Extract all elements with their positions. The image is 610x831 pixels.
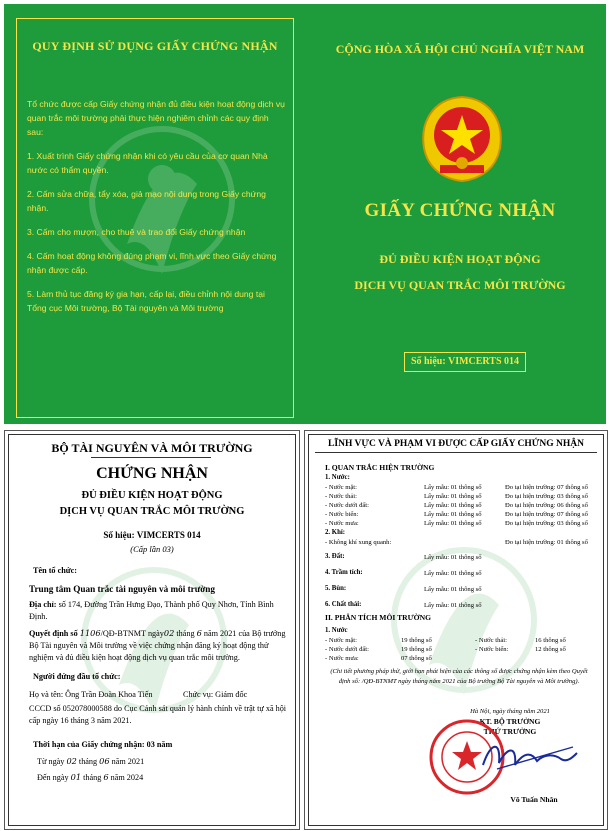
head-label: Người đứng đầu tổ chức: xyxy=(33,672,121,681)
table-cell: Đo tại hiện trường: 01 thông số xyxy=(505,539,588,546)
certificate-inner-border xyxy=(8,434,296,826)
sediment-heading: 4. Trầm tích: xyxy=(325,569,363,576)
footnote: (Chi tiết phương pháp thử, giới hạn phát hiện của các thông số được chứng nhận kèm theo Quyết định số: /QĐ-BTNMT ngày tháng năm 2021 của Bộ trưởng Bộ Tài nguyên và Môi trường). xyxy=(330,668,588,685)
table-cell: - Nước thải: xyxy=(475,637,507,644)
table-cell: 16 thông số xyxy=(535,637,566,644)
table-cell: Đo tại hiện trường: 03 thông số xyxy=(505,493,588,500)
from-day: 02 xyxy=(66,756,77,766)
divider xyxy=(91,457,211,458)
place-date: Hà Nội, ngày tháng năm 2021 xyxy=(470,708,550,715)
to-month: 6 xyxy=(103,772,109,782)
table-cell: Lấy mẫu: 01 thông số xyxy=(424,586,482,593)
id-card-info: CCCD số 052078000588 do Cục Cảnh sát quản lý hành chính về trật tự xã hội cấp ngày 16 tháng 3 năm 2021. xyxy=(29,704,287,725)
scope-heading: LĨNH VỰC VÀ PHẠM VI ĐƯỢC CẤP GIẤY CHỨNG NHẬN xyxy=(328,439,584,449)
table-cell: Đo tại hiện trường: 07 thông số xyxy=(505,511,588,518)
month-label: tháng xyxy=(83,773,102,782)
rule-item: 5. Làm thủ tục đăng ký gia hạn, cấp lại, điều chỉnh nội dung tại Tổng cục Môi trường, Bộ Tài nguyên và Môi trường xyxy=(27,289,265,313)
soil-heading: 3. Đất: xyxy=(325,553,345,560)
table-row: - Nước biển: xyxy=(325,511,359,518)
month-label: tháng xyxy=(78,757,98,766)
table-row: - Nước thải: xyxy=(325,493,357,500)
rules-intro: Tổ chức được cấp Giấy chứng nhận đủ điều kiện hoạt động dịch vụ quan trắc môi trường phải thực hiện nghiêm chỉnh các quy định sau: xyxy=(27,99,285,137)
table-cell: 19 thông số xyxy=(401,646,432,653)
country-name: CỘNG HÒA XÃ HỘI CHỦ NGHĨA VIỆT NAM xyxy=(335,42,585,56)
cover-title: GIẤY CHỨNG NHẬN xyxy=(364,200,556,221)
rules-panel xyxy=(16,18,294,418)
certificate-cover xyxy=(4,4,606,424)
section-analysis: II. PHÂN TÍCH MÔI TRƯỜNG xyxy=(325,613,431,622)
table-cell: Đo tại hiện trường: 06 thông số xyxy=(505,502,588,509)
mud-heading: 5. Bùn: xyxy=(325,585,347,592)
certificate-page xyxy=(4,430,300,830)
signer-name: Võ Tuấn Nhân xyxy=(510,795,558,804)
address-value: số 174, Đường Trần Hưng Đạo, Thành phố Quy Nhơn, Tỉnh Bình Định. xyxy=(29,600,274,621)
address-label: Địa chỉ: xyxy=(29,600,57,609)
rule-item: 1. Xuất trình Giấy chứng nhận khi có yêu cầu của cơ quan Nhà nước có thẩm quyền. xyxy=(27,151,268,175)
table-row: - Nước mặt: xyxy=(325,637,357,644)
rules-body xyxy=(27,97,285,325)
decision-number: 1106 xyxy=(79,628,101,638)
head-name: Họ và tên: Ông Trần Đoàn Khoa Tiến xyxy=(29,690,153,699)
waste-heading: 6. Chất thải: xyxy=(325,601,362,608)
table-cell: 07 thông số xyxy=(401,655,432,662)
to-day: 01 xyxy=(70,772,82,782)
table-cell: Lấy mẫu: 01 thông số xyxy=(424,493,482,500)
table-cell: Đo tại hiện trường: 07 thông số xyxy=(505,484,588,491)
table-row: - Nước mưa: xyxy=(325,520,359,527)
decision-day: 02 xyxy=(163,628,175,638)
from-month: 06 xyxy=(99,756,110,766)
cover-number-box: Số hiệu: VIMCERTS 014 xyxy=(404,352,526,372)
ministry-name: BỘ TÀI NGUYÊN VÀ MÔI TRƯỜNG xyxy=(51,441,253,455)
table-row: - Không khí xung quanh: xyxy=(325,539,392,546)
national-emblem-icon xyxy=(412,93,512,185)
certificate-subtitle-1: ĐỦ ĐIỀU KIỆN HOẠT ĐỘNG xyxy=(81,490,223,501)
water2-heading: 1. Nước xyxy=(325,627,348,634)
org-name: Trung tâm Quan trắc tài nguyên và môi trường xyxy=(29,584,216,594)
table-cell: - Nước biển: xyxy=(475,646,509,653)
table-cell: Lấy mẫu: 01 thông số xyxy=(424,484,482,491)
rule-item: 2. Cấm sửa chữa, tẩy xóa, giả mạo nội dung trong Giấy chứng nhận. xyxy=(27,189,266,213)
decision-description: Bộ trưởng Bộ Tài nguyên và Môi trường về việc chứng nhận đăng ký hoạt động thử nghiệm và đủ điều kiện hoạt động dịch vụ quan trắc môi trường. xyxy=(29,629,286,662)
rule-item: 3. Cấm cho mượn, cho thuê và trao đổi Giấy chứng nhận xyxy=(27,227,246,237)
cover-subtitle-1: ĐỦ ĐIỀU KIỆN HOẠT ĐỘNG xyxy=(379,252,541,266)
divider xyxy=(315,452,597,453)
certificate-title: CHỨNG NHẬN xyxy=(96,465,208,482)
table-cell: 19 thông số xyxy=(401,637,432,644)
scope-inner-border xyxy=(308,434,604,826)
certificate-subtitle-2: DỊCH VỤ QUAN TRẮC MÔI TRƯỜNG xyxy=(59,506,245,517)
month-label: tháng xyxy=(176,629,195,638)
certificate-number: Số hiệu: VIMCERTS 014 xyxy=(103,530,201,540)
table-cell: Lấy mẫu: 01 thông số xyxy=(424,570,482,577)
cover-subtitle-2: DỊCH VỤ QUAN TRẮC MÔI TRƯỜNG xyxy=(354,278,566,292)
to-label: Đến ngày xyxy=(37,773,69,782)
valid-from xyxy=(37,755,289,768)
address xyxy=(29,599,289,623)
to-year: năm 2024 xyxy=(110,773,144,782)
decision-text: /QĐ-BTNMT ngày xyxy=(100,629,164,638)
decision-label: Quyết định số xyxy=(29,629,78,638)
issue-count: (Cấp lần 03) xyxy=(130,544,174,554)
table-row: - Nước dưới đất: xyxy=(325,646,369,653)
from-year: năm 2021 xyxy=(111,757,145,766)
table-cell: Lấy mẫu: 01 thông số xyxy=(424,520,482,527)
org-label: Tên tổ chức: xyxy=(33,566,78,575)
section-field-monitoring: I. QUAN TRẮC HIỆN TRƯỜNG xyxy=(325,463,435,472)
table-cell: Đo tại hiện trường: 03 thông số xyxy=(505,520,588,527)
rule-item: 4. Cấm hoạt động không đúng phạm vi, lĩnh vực theo Giấy chứng nhận được cấp. xyxy=(27,251,277,275)
table-cell: 12 thông số xyxy=(535,646,566,653)
rules-title: QUY ĐỊNH SỬ DỤNG GIẤY CHỨNG NHẬN xyxy=(32,39,278,53)
signer-role-2: THỨ TRƯỞNG xyxy=(483,727,537,736)
scope-page xyxy=(304,430,608,830)
validity-label: Thời hạn của Giấy chứng nhận: 03 năm xyxy=(33,740,173,749)
air-heading: 2. Khí: xyxy=(325,529,346,536)
head-title: Chức vụ: Giám đốc xyxy=(183,690,248,699)
table-row: - Nước mặt: xyxy=(325,484,357,491)
signer-role-1: KT. BỘ TRƯỞNG xyxy=(479,717,541,726)
signature-icon xyxy=(477,735,581,777)
valid-to xyxy=(37,771,289,784)
from-label: Từ ngày xyxy=(37,757,65,766)
table-row: - Nước dưới đất: xyxy=(325,502,369,509)
table-cell: Lấy mẫu: 01 thông số xyxy=(424,511,482,518)
decision-year: năm 2021 của xyxy=(203,629,250,638)
decision-month: 6 xyxy=(196,628,202,638)
cover-panel xyxy=(322,18,598,416)
table-cell: Lấy mẫu: 01 thông số xyxy=(424,502,482,509)
table-cell: Lấy mẫu: 01 thông số xyxy=(424,554,482,561)
table-cell: Lấy mẫu: 01 thông số xyxy=(424,602,482,609)
decision xyxy=(29,627,289,664)
water-heading: 1. Nước: xyxy=(325,474,350,481)
table-row: - Nước mưa: xyxy=(325,655,359,662)
